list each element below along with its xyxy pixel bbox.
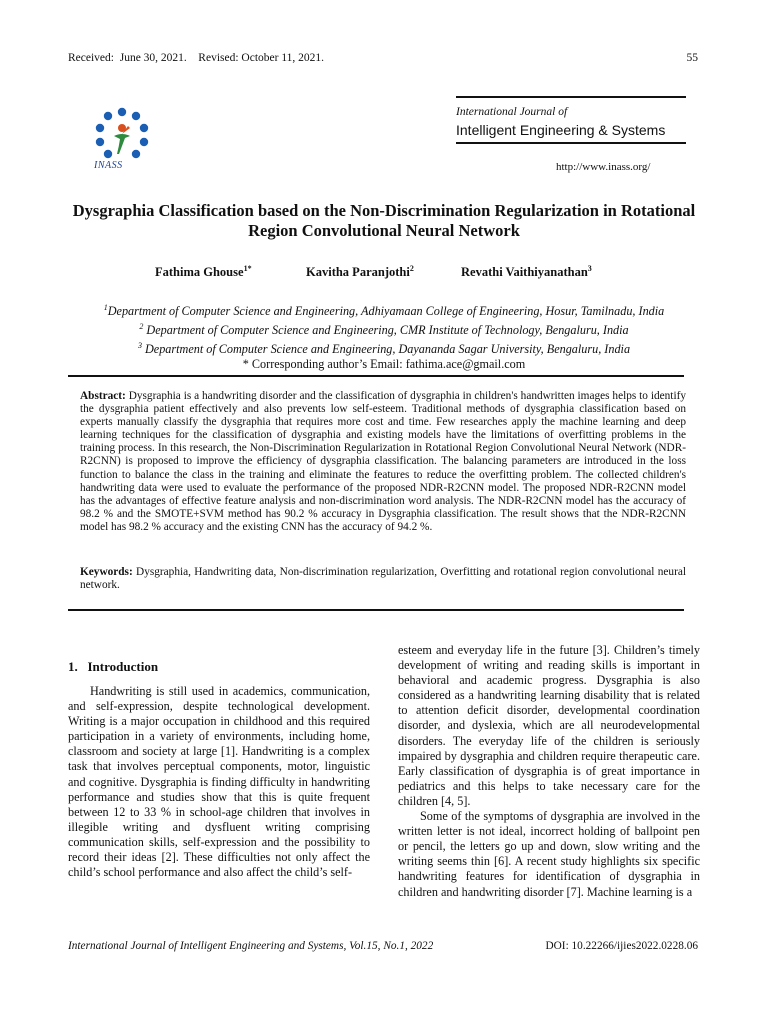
journal-masthead: [456, 96, 686, 144]
affiliation-1: $^1$Department of Computer Science and Engineering, Adhiyamaan College of Engineering, Hosur, Tamilnadu, India: [103, 303, 665, 319]
abstract-rule-top: [68, 375, 684, 377]
author-1: Fathima Ghouse$^{1*}$: [155, 264, 252, 280]
paper-title: Dysgraphia Classification based on the Non-Discrimination Regularization in Rotational Region Convolutional Neural Network: [72, 201, 696, 240]
logo-text: INASS: [94, 160, 123, 171]
keywords-text: Dysgraphia, Handwriting data, Non-discrimination regularization, Overfitting and rotational region convolutional neural network.: [80, 566, 686, 592]
author-2: Kavitha Paranjothi$^2$: [306, 264, 414, 280]
author-3: Revathi Vaithiyanathan$^3$: [461, 264, 592, 280]
journal-url[interactable]: http://www.inass.org/: [556, 161, 651, 173]
affiliation-3: $^3$ Department of Computer Science and Engineering, Dayananda Sagar University, Bengaluru, India: [137, 341, 631, 357]
abstract-text: Dysgraphia is a handwriting disorder and the classification of dysgraphia in children's handwritten images helps to identify the dysgraphia patient effectively and also prevents low self-esteem. Traditional methods of dysgraphia classification based on experts manually classify the dysgraphia that requires more cost and time. Few researches apply the machine learning and deep learning techniques for the classification of dysgraphia and existing models have the limitations of overfitting problems in the training process. In this research, the Non-Discrimination Regularization in Rotational Region Convolutional Neural Network (NDR-R2CNN) is proposed to improve the efficiency of dysgraphia classification. The balancing parameters are introduced in the loss function to balance the class in the training and eliminate the features to reduce the overfitting problem. The collected children's handwriting data were used to evaluate the performance of the proposed NDR-R2CNN model. The proposed NDR-R2CNN model has the advantages of effective feature analysis and non-discrimination word analysis. The NDR-R2CNN model has the accuracy of 98.2 % and the SMOTE+SVM method has 90.2 % accuracy in Dysgraphia classification. The result shows that the NDR-R2CNN model has 98.2 % accuracy and the existing CNN has the accuracy of 94.2 %.: [80, 390, 686, 533]
keywords-label: Keywords:: [80, 566, 133, 578]
affiliations: [60, 300, 708, 372]
journal-name-big: Intelligent Engineering & Systems: [456, 122, 666, 138]
corresponding-email: * Corresponding author’s Email: fathima.ace@gmail.com: [242, 357, 526, 372]
journal-name-small: International Journal of: [456, 106, 568, 118]
affiliation-2: $^2$ Department of Computer Science and Engineering, CMR Institute of Technology, Bengaluru, India: [139, 322, 629, 338]
footer-citation: International Journal of Intelligent Engineering and Systems, Vol.15, No.1, 2022: [68, 940, 434, 952]
header-dates: Received: June 30, 2021. Revised: October 11, 2021.: [68, 52, 325, 64]
paragraph: esteem and everyday life in the future [3]. Children’s timely development of writing and reading skills is important in behavioral and academic progress. Dysgraphia is also considered as a handwriting learning disability that is related to attention deficit disorder, developmental coordination disorder, and dyslexia, which are all neurodevelopmental disorders. The everyday life of the children is seriously impaired by dysgraphia and children require therapeutic care. Early classification of dysgraphia is of great importance in pediatrics and this helps to take necessary care for the children [4, 5].: [398, 643, 700, 808]
abstract: [80, 390, 686, 534]
paragraph: Some of the symptoms of dysgraphia are involved in the written letter is not ideal, incorrect holding of ballpoint pen or pencil, the letters go up and down, slow writing and the writing seems thin [6]. A recent study highlights six specific handwriting features for identification of dysgraphia in children and handwriting disorder [7]. Machine learning is a: [398, 809, 700, 899]
section-heading-introduction: 1. Introduction: [68, 659, 159, 674]
body-column-left: [68, 684, 370, 880]
page-number: 55: [686, 52, 698, 64]
abstract-rule-bottom: [68, 609, 684, 611]
masthead-rule-bottom: [456, 142, 686, 144]
abstract-label: Abstract:: [80, 390, 126, 402]
body-column-right: [398, 643, 700, 900]
footer-doi[interactable]: DOI: 10.22266/ijies2022.0228.06: [545, 940, 698, 952]
keywords: [80, 566, 686, 592]
masthead-rule-top: [456, 96, 686, 98]
paragraph: Handwriting is still used in academics, communication, and self-expression, despite technological development. Writing is a major occupation in childhood and this required participation in a variety of environments, including home, classroom and society at large [1]. Handwriting is a complex task that involves perceptual components, motor, linguistic and cognitive. Dysgraphia is finding difficulty in handwriting performance and studies show that this is quite frequent between 12 to 33 % in school-age children that involves in illegible writing and dysfluent writing comprising communication skills, self-expression and the possibility to record their ideas [2]. These difficulties not only affect the child’s school performance and also affect the child’s self-: [68, 684, 370, 880]
